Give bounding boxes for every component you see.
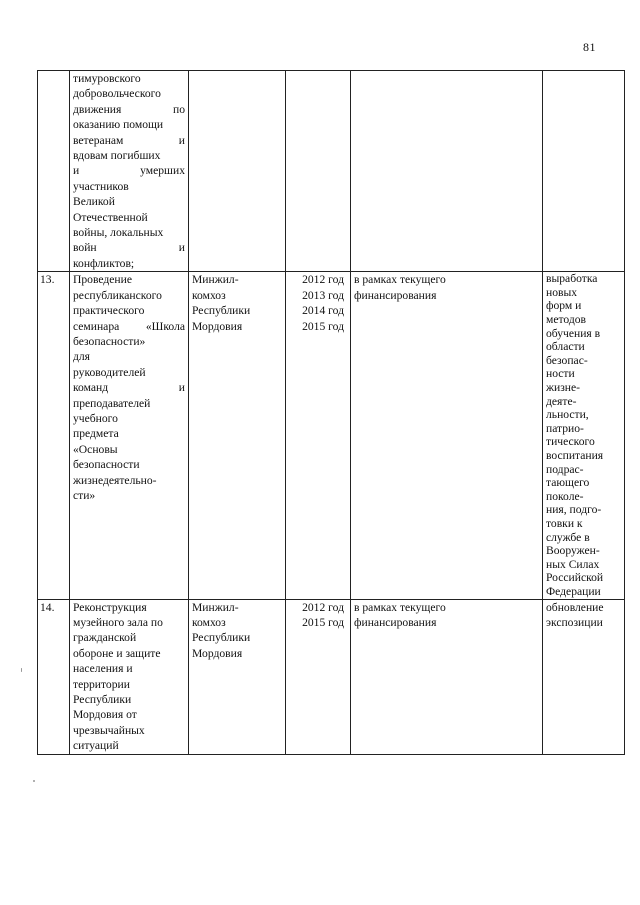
- event-cell: [70, 71, 189, 272]
- event-text-line: для: [73, 350, 91, 364]
- event-cell: [70, 272, 189, 599]
- table-row: [38, 71, 625, 272]
- result-text-line: Федерации: [546, 584, 601, 598]
- event-text-line: практического: [73, 304, 145, 318]
- event-text-line: семинара «Школа: [73, 319, 185, 333]
- result-text-line: воспитания: [546, 449, 604, 462]
- event-text-line: вдовам погибших: [73, 149, 161, 163]
- financing-cell: [351, 272, 543, 599]
- financing-cell: [351, 71, 543, 272]
- result-cell: [543, 599, 625, 754]
- result-text-line: тающего: [546, 476, 590, 490]
- event-text-line: безопасности: [73, 458, 140, 472]
- event-text-line: оказанию помощи: [73, 118, 164, 132]
- event-text-line: «Основы: [73, 442, 118, 456]
- result-text-line: ния, подго-: [546, 503, 602, 517]
- table-row: [38, 272, 625, 599]
- year-text: 2014 год: [302, 304, 344, 318]
- event-text-line: обороне и защите: [73, 646, 161, 660]
- event-text-line: территории: [73, 677, 130, 691]
- scan-speck: [33, 780, 35, 782]
- row-number-cell: [38, 71, 70, 272]
- event-text-line: конфликтов;: [73, 256, 135, 270]
- event-text-line: движения по: [73, 102, 185, 116]
- financing-text-line: финансирования: [354, 288, 437, 302]
- event-text-line: и умерших: [73, 164, 185, 178]
- result-text-line: ных Силах: [546, 557, 600, 571]
- years-cell: [286, 71, 351, 272]
- executor-text-line: комхоз: [192, 288, 226, 302]
- result-text-line: безопас-: [546, 353, 588, 367]
- plan-table: [37, 70, 625, 755]
- result-text-line: службе в: [546, 530, 590, 544]
- executor-cell: [189, 272, 286, 599]
- event-text-line: команд и: [73, 381, 185, 395]
- result-text-line: области: [546, 340, 585, 354]
- executor-text-line: Республики: [192, 631, 251, 645]
- executor-text-line: комхоз: [192, 615, 226, 629]
- result-cell: [543, 272, 625, 599]
- financing-text-line: в рамках текущего: [354, 600, 446, 614]
- executor-text-line: Мордовия: [192, 646, 243, 660]
- financing-text-line: финансирования: [354, 615, 437, 629]
- financing-cell: [351, 599, 543, 754]
- event-text-line: войн и: [73, 241, 185, 255]
- result-text-line: ности: [546, 367, 575, 381]
- event-text-line: гражданской: [73, 631, 137, 645]
- result-text-line: патрио-: [546, 421, 584, 435]
- executor-cell: [189, 71, 286, 272]
- row-number: 14.: [40, 600, 55, 614]
- row-number-cell: [38, 599, 70, 754]
- year-text: 2015 год: [302, 319, 344, 333]
- years-cell: [286, 599, 351, 754]
- row-number-cell: [38, 272, 70, 599]
- executor-cell: [189, 599, 286, 754]
- result-text-line: форм и: [546, 299, 582, 313]
- event-text-line: Отечественной: [73, 210, 148, 224]
- event-cell: [70, 599, 189, 754]
- event-text-line: Реконструкция: [73, 600, 147, 614]
- event-text-line: Республики: [73, 692, 132, 706]
- result-text-line: методов: [546, 313, 587, 327]
- event-text-line: Мордовия от: [73, 708, 137, 722]
- event-text-line: руководителей: [73, 365, 146, 379]
- event-text-line: тимуровского: [73, 72, 141, 85]
- result-text-line: деяте-: [546, 394, 577, 408]
- executor-text-line: Мордовия: [192, 319, 243, 333]
- scan-speck: [21, 668, 22, 672]
- result-text-line: обучения в: [546, 326, 601, 340]
- event-text-line: сти»: [73, 488, 96, 502]
- result-cell: [543, 71, 625, 272]
- year-text: 2012 год: [302, 273, 344, 287]
- event-text-line: участников: [73, 179, 129, 193]
- executor-text-line: Республики: [192, 304, 251, 318]
- event-text-line: ветеранам и: [73, 133, 185, 147]
- result-text-line: жизне-: [546, 381, 581, 395]
- result-text-line: новых: [546, 285, 578, 299]
- event-text-line: войны, локальных: [73, 226, 164, 240]
- event-text-line: учебного: [73, 411, 118, 425]
- executor-text-line: Минжил-: [192, 600, 239, 614]
- page-number: 81: [583, 40, 596, 54]
- result-text-line: Российской: [546, 571, 604, 585]
- event-text-line: чрезвычайных: [73, 723, 145, 737]
- executor-text-line: Минжил-: [192, 273, 239, 287]
- year-text: 2012 год: [302, 600, 344, 614]
- result-text-line: Вооружен-: [546, 544, 600, 558]
- result-text-line: экспозиции: [546, 615, 603, 629]
- event-text-line: добровольческого: [73, 87, 161, 101]
- result-text-line: подрас-: [546, 462, 584, 476]
- event-text-line: ситуаций: [73, 739, 119, 753]
- year-text: 2015 год: [302, 615, 344, 629]
- event-text-line: Великой: [73, 195, 115, 209]
- result-text-line: тического: [546, 435, 595, 449]
- event-text-line: безопасности»: [73, 334, 146, 348]
- event-text-line: населения и: [73, 662, 133, 676]
- event-text-line: республиканского: [73, 288, 162, 302]
- years-cell: [286, 272, 351, 599]
- result-text-line: выработка: [546, 272, 598, 286]
- result-text-line: обновление: [546, 600, 604, 614]
- result-text-line: товки к: [546, 516, 583, 530]
- table-row: [38, 599, 625, 754]
- event-text-line: предмета: [73, 427, 119, 441]
- financing-text-line: в рамках текущего: [354, 273, 446, 287]
- result-text-line: льности,: [546, 408, 589, 422]
- year-text: 2013 год: [302, 288, 344, 302]
- event-text-line: Проведение: [73, 273, 132, 287]
- event-text-line: преподавателей: [73, 396, 151, 410]
- event-text-line: жизнедеятельно-: [73, 473, 157, 487]
- event-text-line: музейного зала по: [73, 615, 163, 629]
- result-text-line: поколе-: [546, 489, 584, 503]
- row-number: 13.: [40, 273, 55, 287]
